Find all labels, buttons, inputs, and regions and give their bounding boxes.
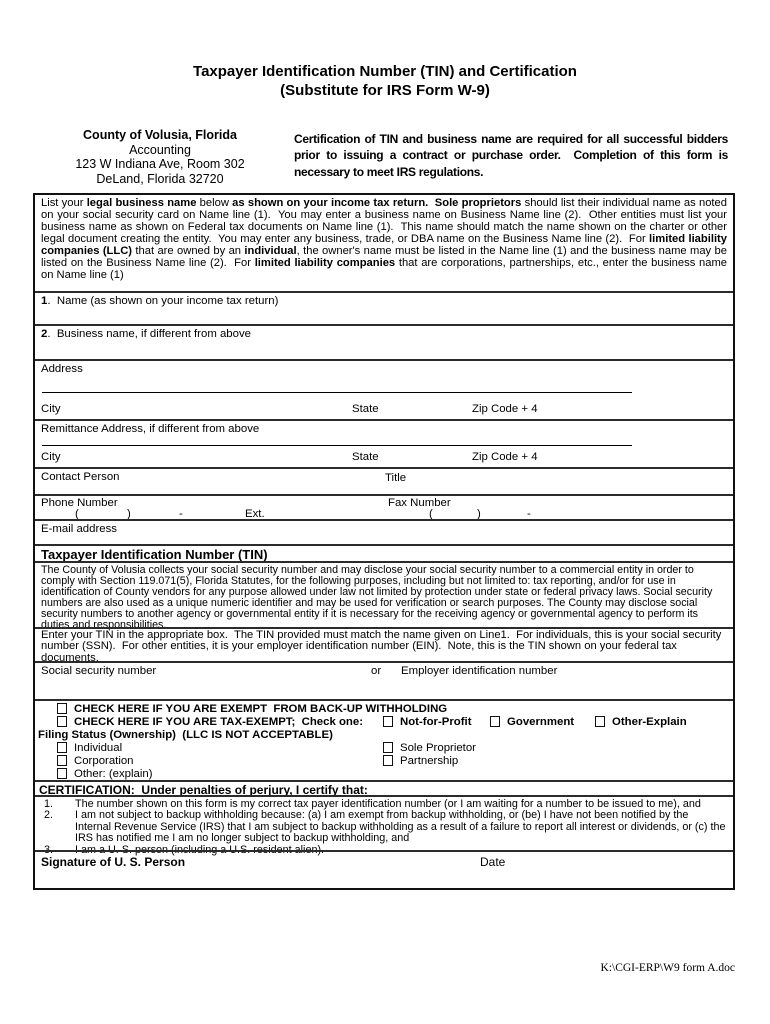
other-label: Other: (explain): [74, 768, 153, 780]
checkbox-partnership[interactable]: [383, 755, 393, 766]
checkbox-backup-withholding-exempt[interactable]: [57, 703, 67, 714]
page-title: [0, 62, 770, 100]
backup-withholding-row: [35, 703, 733, 716]
name-label: 1. Name (as shown on your income tax return): [41, 295, 279, 307]
state-label: State: [352, 403, 379, 415]
filing-status-heading-row: [35, 729, 733, 742]
checkbox-other[interactable]: [57, 768, 67, 779]
fax-open-paren: (: [429, 508, 433, 520]
sole-proprietor-label: Sole Proprietor: [400, 742, 476, 754]
fax-close-paren: ): [477, 508, 481, 520]
remittance-city-label: City: [41, 451, 61, 463]
business-name-field[interactable]: [35, 324, 733, 359]
certification-heading: CERTIFICATION: Under penalties of perjury, I certify that:: [35, 780, 733, 795]
not-for-profit-label: Not-for-Profit: [400, 716, 472, 728]
signature-field[interactable]: [35, 850, 733, 888]
title-line-1: Taxpayer Identification Number (TIN) and Certification: [193, 63, 577, 80]
cert-item-3-text: I am a U. S. person (including a U.S. resident alien).: [75, 843, 325, 856]
agency-dept: Accounting: [129, 142, 191, 157]
filing-status-row-2: [35, 755, 733, 768]
signature-label: Signature of U. S. Person: [41, 855, 186, 869]
tax-exempt-label: CHECK HERE IF YOU ARE TAX-EXEMPT; Check one:: [74, 716, 364, 728]
email-label: E-mail address: [41, 523, 117, 535]
phone-dash: -: [179, 508, 183, 520]
certification-list: [35, 795, 733, 856]
enter-tin-paragraph: Enter your TIN in the appropriate box. The TIN provided must match the name given on Line1. For individuals, this is your social security number (SSN). For other entities, it is your employer identification number (EIN). Note, this is the TIN shown on your federal tax documents.: [35, 627, 733, 661]
title-line-2: (Substitute for IRS Form W-9): [280, 82, 490, 99]
cert-item-3-number: 3.: [44, 843, 54, 856]
form-table: [33, 193, 735, 890]
checkbox-sole-proprietor[interactable]: [383, 742, 393, 753]
partnership-label: Partnership: [400, 755, 459, 767]
address-write-line[interactable]: [42, 392, 632, 393]
filing-status-row-1: [35, 742, 733, 755]
ssn-label: Social security number: [41, 665, 157, 677]
business-name-label: 2. Business name, if different from above: [41, 328, 252, 340]
agency-name: County of Volusia, Florida: [83, 128, 237, 142]
agency-block: [60, 128, 260, 186]
certification-notice: Certification of TIN and business name are required for all successful bidders prior to issuing a contract or purchase order. Completion of this form is necessary to meet IRS regulations.: [294, 132, 732, 179]
checkbox-individual[interactable]: [57, 742, 67, 753]
agency-street: 123 W Indiana Ave, Room 302: [75, 157, 245, 172]
government-label: Government: [507, 716, 575, 728]
agency-city: DeLand, Florida 32720: [96, 171, 224, 186]
ein-label: Employer identification number: [401, 665, 558, 677]
backup-withholding-label: CHECK HERE IF YOU ARE EXEMPT FROM BACK-UP WITHHOLDING: [74, 703, 448, 715]
checkbox-corporation[interactable]: [57, 755, 67, 766]
title-label: Title: [385, 472, 407, 484]
exempt-filing-section: [35, 699, 733, 780]
tin-entry-field[interactable]: [35, 661, 733, 699]
individual-label: Individual: [74, 742, 123, 754]
city-label: City: [41, 403, 61, 415]
email-field[interactable]: [35, 519, 733, 544]
phone-number-label: Phone Number: [41, 497, 118, 509]
cert-item-2: [35, 810, 733, 844]
cert-item-1-number: 1.: [44, 798, 54, 810]
tin-section-heading: Taxpayer Identification Number (TIN): [35, 544, 733, 561]
zip-label: Zip Code + 4: [472, 403, 538, 415]
remittance-zip-label: Zip Code + 4: [472, 451, 538, 463]
name-field[interactable]: [35, 291, 733, 324]
ext-label: Ext.: [245, 508, 265, 520]
checkbox-not-for-profit[interactable]: [383, 716, 393, 727]
document-path: K:\CGI-ERP\W9 form A.doc: [600, 962, 735, 974]
or-label: or: [371, 665, 382, 677]
checkbox-other-explain[interactable]: [595, 716, 605, 727]
fax-dash: -: [527, 508, 531, 520]
contact-person-field[interactable]: [35, 467, 733, 494]
remittance-write-line[interactable]: [42, 445, 632, 446]
filing-status-heading: Filing Status (Ownership) (LLC IS NOT ACCEPTABLE): [38, 729, 333, 741]
remittance-address-field[interactable]: [35, 419, 733, 467]
remittance-address-label: Remittance Address, if different from above: [41, 423, 260, 435]
cert-item-2-text: I am not subject to backup withholding because: (a) I am exempt from backup withholding, or (be) I have not been notified by the Internal Revenue Service (IRS) that I am subject to backup withholding as a result of a failure to report all interest or dividends, or (c) the IRS has notified me I am no longer subject to backup withholding, and: [75, 809, 726, 845]
address-label: Address: [41, 363, 83, 375]
checkbox-government[interactable]: [490, 716, 500, 727]
address-field[interactable]: [35, 359, 733, 419]
privacy-paragraph: The County of Volusia collects your social security number and may disclose your social security number to a commercial entity in order to comply with Section 119.071(5), Florida Statutes, for the following purposes, including but not limited to: tax reporting, and/or for use in identification of County vendors for any purpose allowed under law not limited by protection under state or federal privacy laws. Social security numbers are also used as a unique numeric identifier and may be used for verification or search purposes. The County may disclose social security numbers to another agency or governmental entity if it is necessary for the receiving agency or governmental agency to perform its duties and responsibilities.: [35, 561, 733, 627]
address-city-state-zip-row: [35, 403, 733, 416]
phone-close-paren: ): [127, 508, 131, 520]
contact-person-label: Contact Person: [41, 471, 120, 483]
checkbox-tax-exempt[interactable]: [57, 716, 67, 727]
cert-item-1-text: The number shown on this form is my correct tax payer identification number (or I am waiting for a number to be issued to me), and: [75, 798, 701, 810]
tax-exempt-row: [35, 716, 733, 729]
other-explain-label: Other-Explain: [612, 716, 687, 728]
date-label: Date: [480, 855, 506, 869]
remittance-city-state-zip-row: [35, 451, 733, 464]
instructions-paragraph: List your legal business name below as shown on your income tax return. Sole proprietors should list their individual name as noted on your social security card on Name line (1). You may enter a business name on Business Name line (2). Other entities must list your business name as shown on Federal tax documents on Name line (1). This name should match the name shown on the charter or other legal document creating the entity. You may enter any business, trade, or DBA name on the Business Name line (2). For limited liability companies (LLC) that are owned by an individual, the owner's name must be listed in the Name line (1) and the business name may be listed on the Business Name line (2). For limited liability companies that are corporations, partnerships, etc., enter the business name on Name line (1): [41, 197, 731, 281]
remittance-state-label: State: [352, 451, 379, 463]
cert-item-2-number: 2.: [44, 809, 54, 822]
phone-fax-field[interactable]: [35, 494, 733, 519]
fax-number-label: Fax Number: [388, 497, 451, 509]
corporation-label: Corporation: [74, 755, 134, 767]
phone-open-paren: (: [75, 508, 79, 520]
